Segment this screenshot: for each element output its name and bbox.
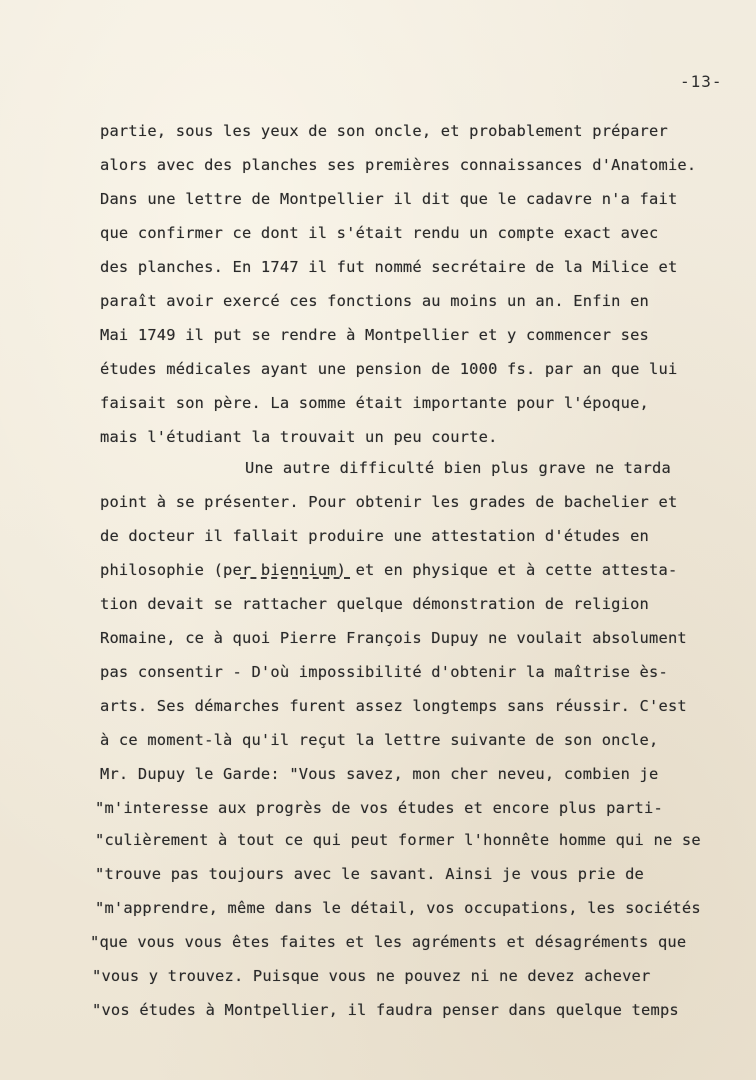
text-line: alors avec des planches ses premières connaissances d'Anatomie.: [100, 156, 697, 174]
text-line: que confirmer ce dont il s'était rendu un compte exact avec: [100, 224, 659, 242]
quoted-line: "m'apprendre, même dans le détail, vos occupations, les sociétés: [95, 899, 701, 917]
text-line: faisait son père. La somme était importante pour l'époque,: [100, 394, 650, 412]
quoted-line: "vos études à Montpellier, il faudra penser dans quelque temps: [92, 1001, 679, 1019]
handwritten-underline: [240, 577, 350, 579]
text-line: Romaine, ce à quoi Pierre François Dupuy ne voulait absolument: [100, 629, 687, 647]
text-line: Dans une lettre de Montpellier il dit que le cadavre n'a fait: [100, 190, 678, 208]
text-line-indented: Une autre difficulté bien plus grave ne tarda: [245, 459, 671, 477]
text-line: partie, sous les yeux de son oncle, et probablement préparer: [100, 122, 668, 140]
quoted-line: "culièrement à tout ce qui peut former l'honnête homme qui ne se: [95, 831, 701, 849]
text-line: à ce moment-là qu'il reçut la lettre suivante de son oncle,: [100, 731, 659, 749]
text-line: études médicales ayant une pension de 1000 fs. par an que lui: [100, 360, 678, 378]
page-number: -13-: [680, 72, 723, 91]
quoted-line: "que vous vous êtes faites et les agréments et désagréments que: [90, 933, 687, 951]
text-line: pas consentir - D'où impossibilité d'obtenir la maîtrise ès-: [100, 663, 668, 681]
text-line: arts. Ses démarches furent assez longtemps sans réussir. C'est: [100, 697, 687, 715]
text-line: tion devait se rattacher quelque démonstration de religion: [100, 595, 650, 613]
text-line: des planches. En 1747 il fut nommé secrétaire de la Milice et: [100, 258, 678, 276]
text-line: Mai 1749 il put se rendre à Montpellier et y commencer ses: [100, 326, 650, 344]
text-line: point à se présenter. Pour obtenir les grades de bachelier et: [100, 493, 678, 511]
quoted-line: "vous y trouvez. Puisque vous ne pouvez ni ne devez achever: [92, 967, 651, 985]
quoted-line: "m'interesse aux progrès de vos études et encore plus parti-: [95, 799, 663, 817]
text-line: de docteur il fallait produire une attestation d'études en: [100, 527, 650, 545]
text-line: philosophie (per biennium) et en physique et à cette attesta-: [100, 561, 678, 579]
text-line: Mr. Dupuy le Garde: "Vous savez, mon cher neveu, combien je: [100, 765, 659, 783]
text-line: paraît avoir exercé ces fonctions au moins un an. Enfin en: [100, 292, 650, 310]
text-line: mais l'étudiant la trouvait un peu courte.: [100, 428, 498, 446]
quoted-line: "trouve pas toujours avec le savant. Ainsi je vous prie de: [95, 865, 645, 883]
